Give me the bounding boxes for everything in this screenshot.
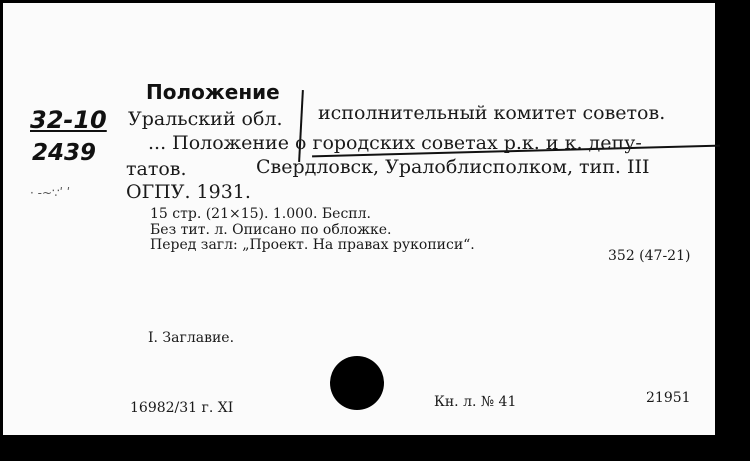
entry-line-6: Без тит. л. Описано по обложке. [150, 222, 392, 238]
entry-line-3-right: Свердловск, Уралоблисполком, тип. III [256, 156, 650, 178]
footer-left: 16982/31 г. XI [130, 400, 234, 416]
footer-right: 21951 [646, 390, 691, 406]
call-number-1: 32-10 [30, 106, 107, 134]
subject-heading: I. Заглавие. [148, 330, 235, 346]
classification-number: 352 (47-21) [608, 248, 691, 264]
handwritten-heading: Положение [146, 80, 280, 104]
entry-line-3-left: татов. [126, 158, 187, 180]
call-number-2: 2439 [32, 140, 97, 166]
handwritten-scribble: · ‑~∵ʹ ʹ [30, 186, 71, 200]
entry-line-1-left: Уральский обл. [128, 108, 283, 130]
entry-line-1-right: исполнительный комитет советов. [318, 102, 666, 124]
punch-hole [330, 356, 384, 410]
entry-line-4: ОГПУ. 1931. [126, 181, 251, 203]
entry-line-5: 15 стр. (21×15). 1.000. Беспл. [150, 206, 371, 222]
entry-line-2: ... Положение о городских советах р.к. и к. депу- [148, 132, 642, 154]
footer-center: Кн. л. № 41 [434, 394, 517, 410]
entry-line-7: Перед загл: „Проект. На правах рукописи“. [150, 237, 475, 253]
